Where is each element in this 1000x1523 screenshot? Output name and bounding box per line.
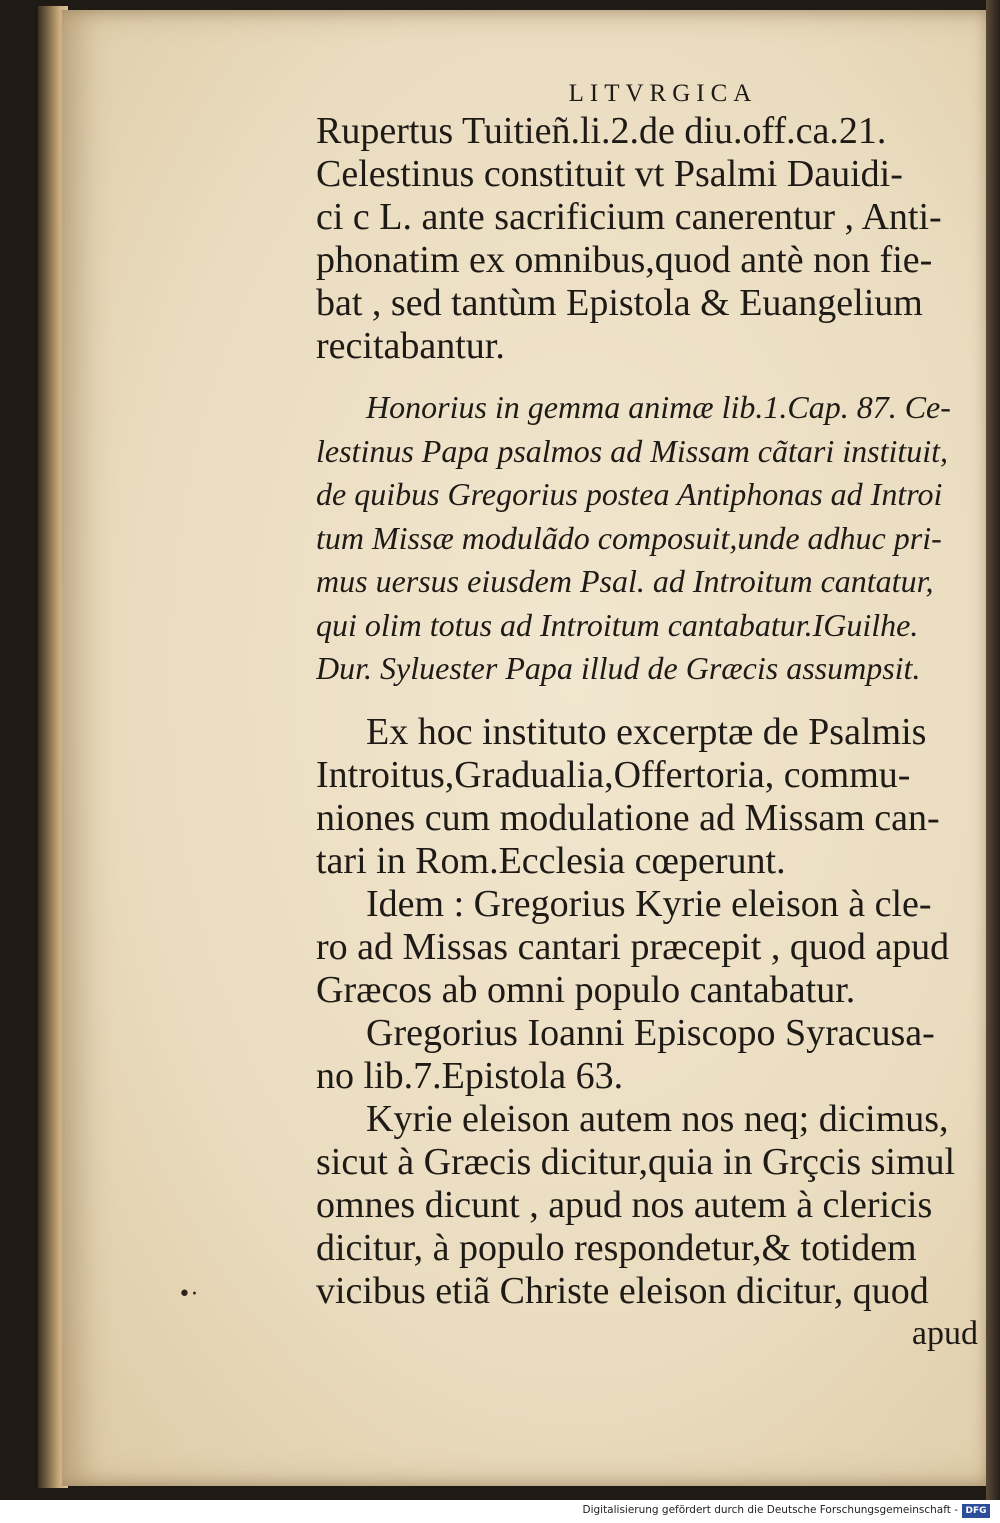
dfg-logo: DFG (962, 1504, 990, 1518)
paragraph-honorius (316, 386, 978, 691)
text-line: ro ad Missas cantari præcepit , quod apud (316, 925, 950, 968)
paragraph-idem (316, 883, 978, 1012)
text-line: qui olim totus ad Introitum cantabatur.IGuilhe. (316, 606, 919, 643)
text-line: de quibus Gregorius postea Antiphonas ad Introi (316, 476, 943, 512)
text-line: Honorius in gemma animæ lib.1.Cap. 87. Ce- (366, 389, 951, 425)
text-line: Græcos ab omni populo cantabatur. (316, 968, 856, 1011)
text-line: dicitur, à populo respondetur,& totidem (316, 1226, 917, 1269)
text-line: recitabantur. (316, 325, 505, 367)
text-line: Idem : Gregorius Kyrie eleison à cle- (366, 882, 932, 925)
text-line: omnes dicunt , apud nos autem à clericis (316, 1183, 933, 1226)
paragraph-ex-hoc (316, 711, 978, 883)
paragraph-rupertus (316, 110, 978, 368)
text-line: vicibus etiã Christe eleison dicitur, quod (316, 1269, 929, 1312)
text-line: lestinus Papa psalmos ad Missam cãtari instituit, (316, 432, 949, 469)
paragraph-gregorius (316, 1012, 978, 1098)
text-line: Rupertus Tuitieñ.li.2.de diu.off.ca.21. (316, 110, 887, 152)
text-line: tum Missæ modulãdo composuit,unde adhuc pri- (316, 519, 942, 556)
funding-credit: Digitalisierung gefördert durch die Deutsche Forschungsgemeinschaft - (582, 1504, 958, 1516)
text-line: niones cum modulatione ad Missam can- (316, 796, 940, 839)
text-line: Gregorius Ioanni Episcopo Syracusa- (366, 1011, 935, 1054)
paragraph-kyrie (316, 1098, 978, 1313)
text-line: tari in Rom.Ecclesia cœperunt. (316, 839, 786, 882)
text-block (316, 70, 978, 1353)
text-line: mus uersus eiusdem Psal. ad Introitum cantatur, (316, 563, 934, 599)
text-line: ci c L. ante sacrificium canerentur , Anti- (316, 196, 942, 238)
binding-strip (986, 0, 1000, 1500)
text-line: Kyrie eleison autem nos neq; dicimus, (366, 1097, 949, 1140)
catchword: apud (911, 1314, 978, 1352)
text-line: sicut à Græcis dicitur,quia in Grçcis simul (316, 1140, 956, 1183)
running-head: LITVRGICA (568, 80, 758, 107)
text-line: Dur. Syluester Papa illud de Græcis assumpsit. (316, 650, 921, 686)
text-line: Ex hoc instituto excerptæ de Psalmis (366, 710, 927, 753)
text-line: no lib.7.Epistola 63. (316, 1054, 624, 1097)
text-line: bat , sed tantùm Epistola & Euangelium (316, 282, 923, 324)
paragraph-spacer (316, 691, 978, 711)
text-line: phonatim ex omnibus,quod antè non fie- (316, 239, 933, 281)
footer (0, 1500, 1000, 1523)
text-line: Introitus,Gradualia,Offertoria, commu- (316, 753, 911, 796)
text-line: Celestinus constituit vt Psalmi Dauidi- (316, 153, 903, 195)
margin-mark: •· (178, 1282, 198, 1307)
